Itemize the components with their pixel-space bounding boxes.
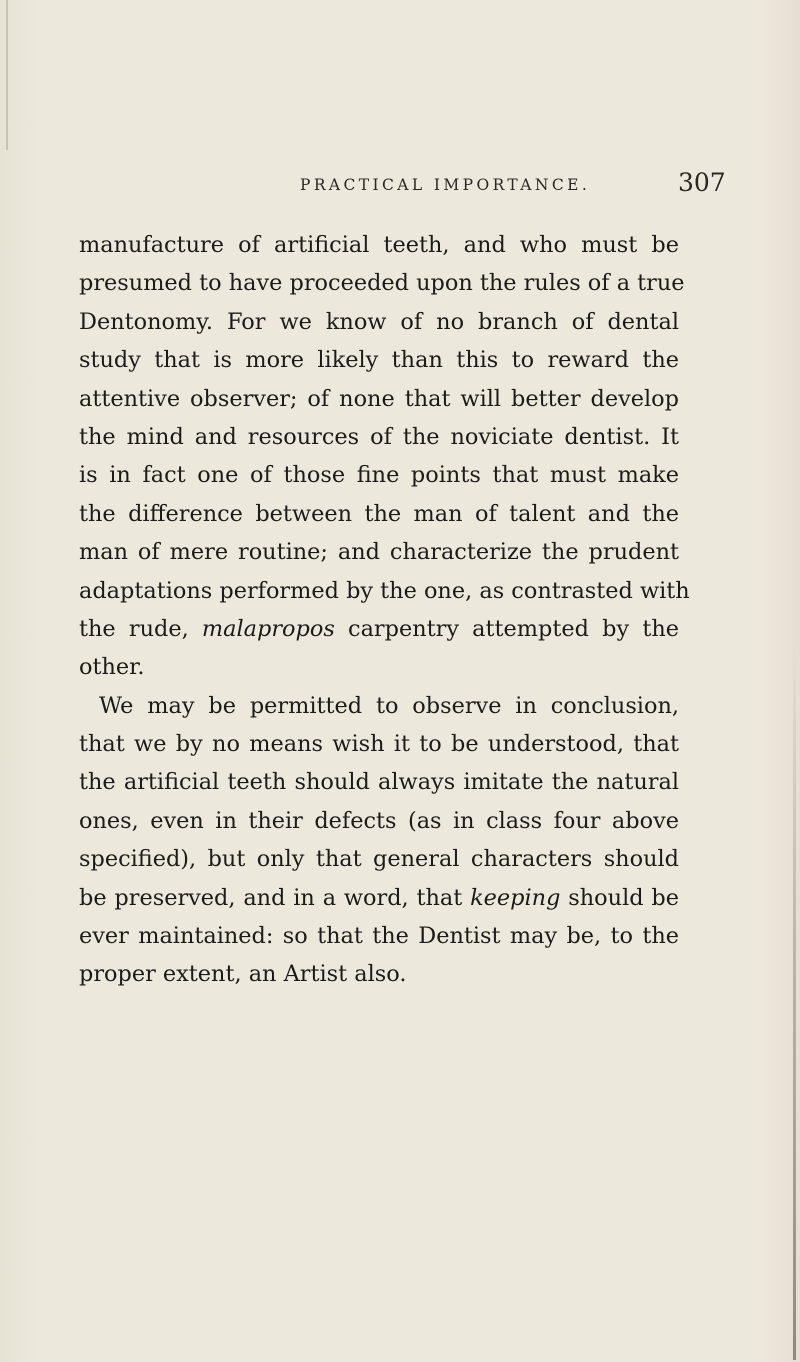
text-line: the mind and resources of the noviciate dentist. It — [79, 423, 679, 450]
text-line: adaptations performed by the one, as contrasted with — [79, 577, 690, 604]
running-head: PRACTICAL IMPORTANCE. — [300, 176, 591, 194]
text-line: man of mere routine; and characterize the prudent — [79, 539, 679, 566]
paragraph-first-line: We may be permitted to observe in conclusion, — [99, 692, 679, 719]
text-line: other. — [79, 654, 145, 681]
text-line: ones, even in their defects (as in class four above — [79, 807, 679, 834]
text-line-italic-phrase — [79, 879, 679, 917]
text-segment: carpentry attempted by the — [334, 615, 679, 642]
text-line: Dentonomy. For we know of no branch of dental — [79, 308, 679, 335]
text-segment: should be — [560, 884, 679, 911]
text-line: attentive observer; of none that will better develop — [79, 385, 679, 412]
page-edge-right — [793, 640, 796, 1360]
text-line: manufacture of artificial teeth, and who must be — [79, 232, 679, 258]
italic-word: keeping — [470, 884, 561, 911]
page-number: 307 — [678, 168, 726, 197]
body-text — [79, 226, 690, 994]
text-line: is in fact one of those fine points that must make — [79, 462, 679, 489]
page-edge-left — [6, 0, 8, 150]
text-line: the artificial teeth should always imitate the natural — [79, 769, 679, 796]
text-line: the difference between the man of talent and the — [79, 500, 679, 527]
italic-word: malapropos — [201, 615, 335, 642]
text-line: ever maintained: so that the Dentist may be, to the — [79, 923, 679, 950]
text-segment: be preserved, and in a word, that — [79, 884, 471, 911]
text-line-italic-phrase — [79, 610, 679, 648]
text-line: study that is more likely than this to reward the — [79, 347, 679, 374]
text-line: specified), but only that general characters should — [79, 846, 679, 873]
text-line: proper extent, an Artist also. — [79, 961, 407, 988]
text-line: presumed to have proceeded upon the rules of a true — [79, 270, 685, 297]
text-segment: the rude, — [79, 615, 202, 642]
text-line: that we by no means wish it to be understood, that — [79, 731, 679, 758]
